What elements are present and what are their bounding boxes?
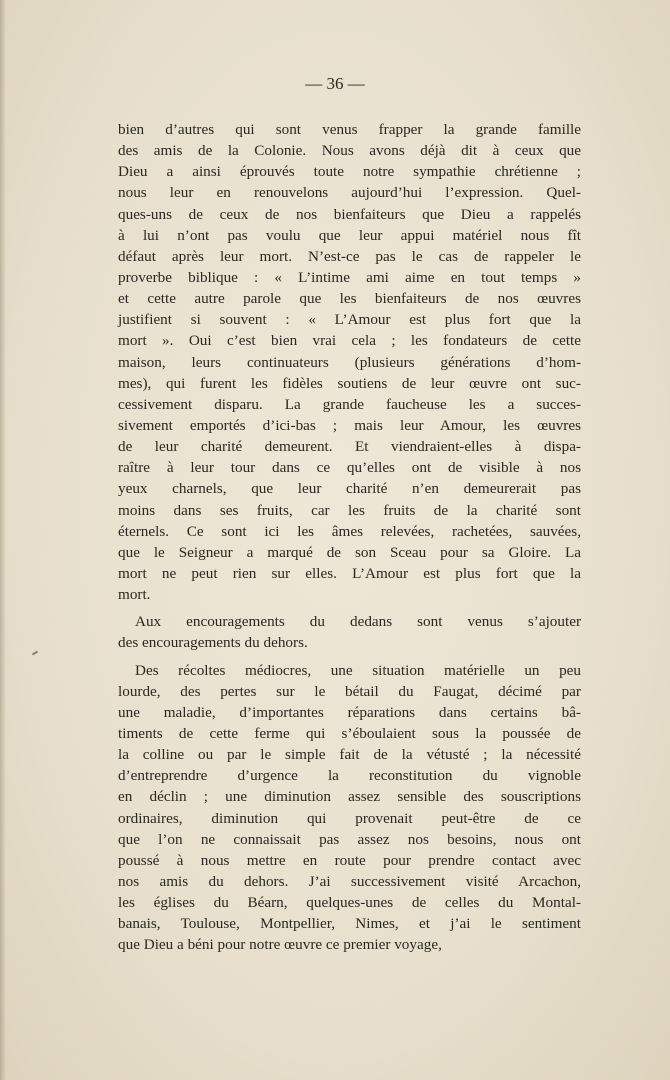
text-line: mort ». Oui c’est bien vrai cela ; les fondateurs de cette — [118, 332, 581, 350]
ink-speck — [32, 651, 38, 656]
text-line: mort. — [118, 586, 151, 604]
paragraph — [118, 611, 581, 653]
text-line: raître à leur tour dans ce qu’elles ont de visible à nos — [118, 459, 581, 477]
text-line: Des récoltes médiocres, une situation matérielle un peu — [135, 661, 581, 679]
text-line: sivement emportés d’ici-bas ; mais leur Amour, les œuvres — [118, 416, 581, 434]
text-line: yeux charnels, que leur charité n’en demeurerait pas — [118, 480, 581, 498]
text-line: bien d’autres qui sont venus frapper la grande famille — [118, 121, 581, 138]
text-line: éternels. Ce sont ici les âmes relevées, rachetées, sauvées, — [118, 522, 581, 540]
text-line: Dieu a ainsi éprouvés toute notre sympathie chrétienne ; — [118, 163, 581, 181]
text-line: des encouragements du dehors. — [118, 634, 308, 652]
text-line: nous leur en renouvelons aujourd’hui l’expression. Quel- — [118, 184, 581, 202]
text-line: nos amis du dehors. J’ai successivement visité Arcachon, — [118, 872, 581, 890]
text-line: proverbe biblique : « L’intime ami aime en tout temps » — [118, 268, 581, 286]
text-line: que le Seigneur a marqué de son Sceau pour sa Gloire. La — [118, 543, 581, 561]
page-edge-shadow — [0, 0, 6, 1080]
text-line: Aux encouragements du dedans sont venus s’ajouter — [135, 613, 581, 631]
text-line: lourde, des pertes sur le bétail du Faugat, décimé par — [118, 682, 581, 700]
text-line: timents de cette ferme qui s’éboulaient sous la poussée de — [118, 724, 581, 742]
text-line: ordinaires, diminution qui provenait peut-être de ce — [118, 809, 581, 827]
text-line: les églises du Béarn, quelques-unes de celles du Montal- — [118, 894, 581, 912]
text-line: ques-uns de ceux de nos bienfaiteurs que Dieu a rappelés — [118, 205, 581, 223]
text-line: poussé à nous mettre en route pour prendre contact avec — [118, 851, 581, 869]
text-line: une maladie, d’importantes réparations dans certains bâ- — [118, 703, 581, 721]
text-line: cessivement disparu. La grande faucheuse les a succes- — [118, 395, 581, 413]
text-line: maison, leurs continuateurs (plusieurs générations d’hom- — [118, 353, 581, 371]
text-line: que Dieu a béni pour notre œuvre ce premier voyage, — [118, 936, 442, 954]
text-line: moins dans ses fruits, car les fruits de la charité sont — [118, 501, 581, 519]
paragraph — [118, 660, 581, 956]
text-line: mes), qui furent les fidèles soutiens de leur œuvre ont suc- — [118, 374, 581, 392]
text-line: et cette autre parole que les bienfaiteurs de nos œuvres — [118, 290, 581, 308]
text-line: en déclin ; une diminution assez sensible des souscriptions — [118, 788, 581, 806]
text-line: la colline ou par le simple fait de la vétusté ; la nécessité — [118, 746, 581, 764]
text-line: des amis de la Colonie. Nous avons déjà dit à ceux que — [118, 142, 581, 160]
text-line: justifient si souvent : « L’Amour est plus fort que la — [118, 311, 581, 329]
text-line: mort ne peut rien sur elles. L’Amour est plus fort que la — [118, 564, 581, 582]
text-line: défaut après leur mort. N’est-ce pas le cas de rappeler le — [118, 247, 581, 265]
text-line: banais, Toulouse, Montpellier, Nimes, et j’ai le sentiment — [118, 915, 581, 933]
text-line: de leur charité demeurent. Et viendraient-elles à dispa- — [118, 438, 581, 456]
paragraph — [118, 119, 581, 605]
body-text — [118, 119, 581, 955]
text-line: à lui n’ont pas voulu que leur appui matériel nous fît — [118, 226, 581, 244]
page-number: — 36 — — [305, 74, 365, 93]
text-line: d’entreprendre d’urgence la reconstitution du vignoble — [118, 767, 581, 785]
text-line: que l’on ne connaissait pas assez nos besoins, nous ont — [118, 830, 581, 848]
